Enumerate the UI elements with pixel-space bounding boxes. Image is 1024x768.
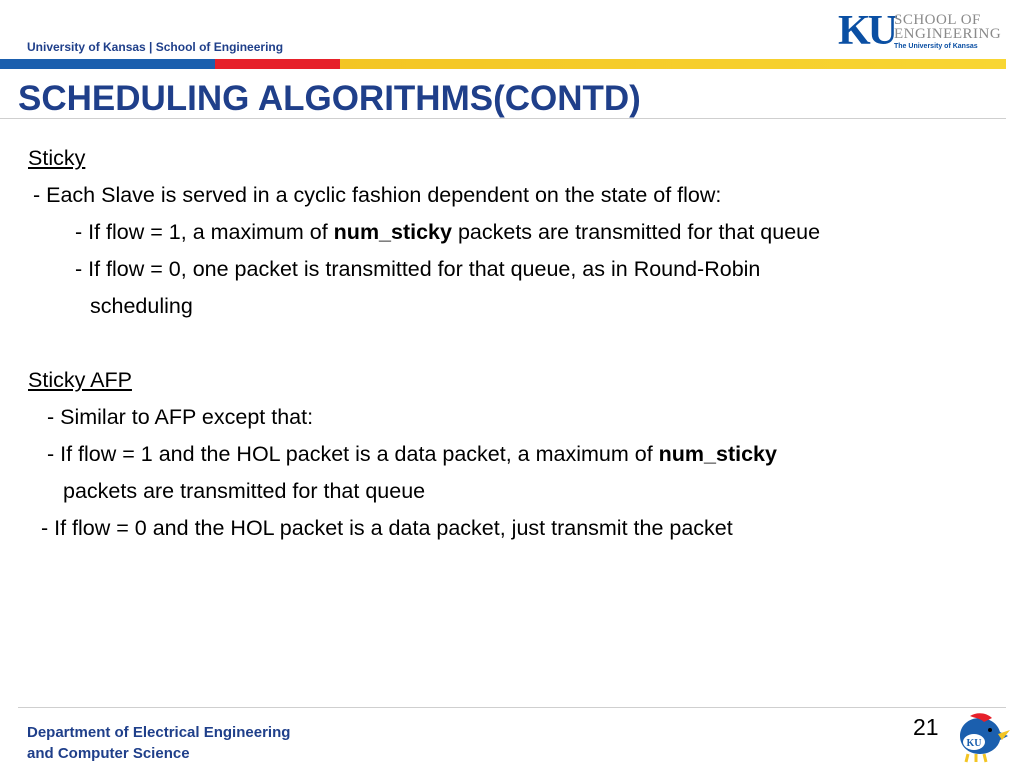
body-line-5-cont: packets are transmitted for that queue (63, 479, 426, 503)
section-heading-sticky: Sticky (28, 146, 86, 170)
header-university: University of Kansas | School of Engineering (27, 40, 284, 54)
body-line-2-bold: num_sticky (333, 220, 452, 244)
body-line-1: - Each Slave is served in a cyclic fashion dependent on the state of flow: (33, 183, 722, 207)
header-bar-blue (0, 59, 215, 69)
body-line-3-cont: scheduling (90, 294, 193, 318)
ku-engineering-logo (838, 10, 1008, 56)
logo-line1: SCHOOL OF (894, 12, 981, 28)
header-bar-yellow (340, 59, 1006, 69)
footer-line-2: and Computer Science (27, 745, 190, 762)
body-line-4: - Similar to AFP except that: (47, 405, 314, 429)
title-divider (0, 118, 1006, 119)
slide-title: SCHEDULING ALGORITHMS(CONTD) (18, 79, 641, 118)
footer-divider (18, 707, 1006, 708)
body-line-3: - If flow = 0, one packet is transmitted for that queue, as in Round-Robin (75, 257, 761, 281)
body-line-2-post: packets are transmitted for that queue (451, 220, 821, 244)
section-heading-sticky-afp: Sticky AFP (28, 368, 132, 392)
logo-line2: ENGINEERING (894, 26, 1002, 42)
logo-school-text (894, 13, 1001, 41)
body-line-2-pre: - If flow = 1, a maximum of (75, 220, 334, 244)
logo-ku-text: KU (838, 8, 895, 54)
page-number: 21 (913, 714, 939, 740)
body-line-5 (47, 436, 777, 473)
footer-department (27, 722, 290, 764)
body-line-2 (75, 214, 820, 251)
body-line-5-bold: num_sticky (658, 442, 777, 466)
header-bar-red (220, 59, 340, 69)
logo-subtitle: The University of Kansas (894, 43, 978, 50)
svg-text:KU: KU (966, 738, 982, 749)
jayhawk-icon (950, 712, 1010, 764)
footer-line-1: Department of Electrical Engineering (27, 724, 291, 741)
body-line-6: - If flow = 0 and the HOL packet is a data packet, just transmit the packet (41, 516, 733, 540)
body-line-5-pre: - If flow = 1 and the HOL packet is a data packet, a maximum of (47, 442, 659, 466)
